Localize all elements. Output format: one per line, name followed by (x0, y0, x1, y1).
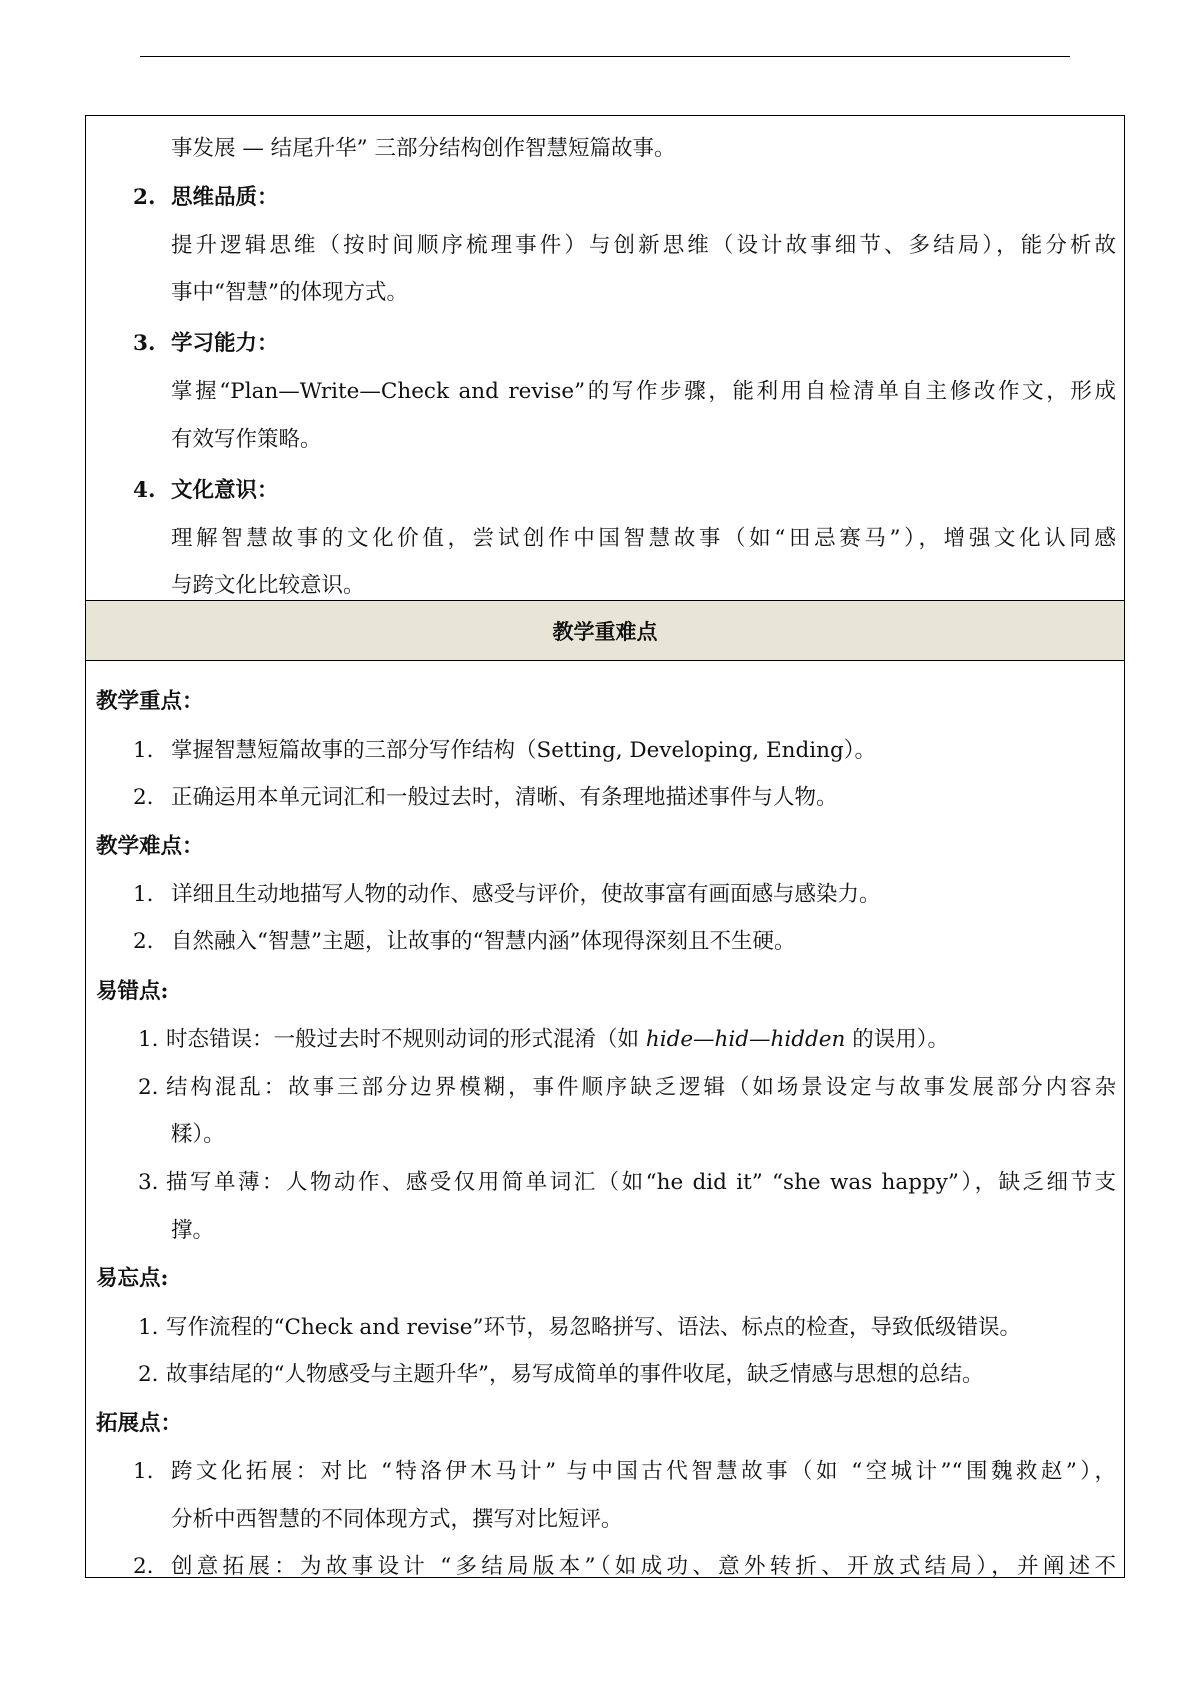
extension-number: 2. (133, 1554, 154, 1579)
error-prone-heading: 易错点: (96, 979, 169, 1004)
error-prone-number: 1. (138, 1027, 159, 1052)
easily-forgotten-heading: 易忘点: (96, 1266, 169, 1291)
error-prone-number: 2. (138, 1075, 159, 1100)
objectives-section (86, 116, 1124, 601)
objective-2-title: 思维品质： (171, 185, 279, 210)
objective-4-line: 与跨文化比较意识。 (171, 573, 365, 598)
difficult-point-number: 1. (133, 882, 154, 907)
objective-2-line: 事中“智慧”的体现方式。 (171, 280, 408, 305)
extension-text: 跨文化拓展：对比 “特洛伊木马计” 与中国古代智慧故事（如 “空城计”“围魏救赵”）， (171, 1459, 1116, 1484)
error-prone-text: 描写单薄：人物动作、感受仅用简单词汇（如“he did it” “she was happy”），缺乏细节支 (166, 1170, 1116, 1195)
error-prone-text: 撑。 (171, 1218, 215, 1243)
difficult-point-text: 自然融入“智慧”主题，让故事的“智慧内涵”体现得深刻且不生硬。 (171, 929, 796, 954)
section-header-key-difficult-points (86, 601, 1124, 661)
objective-2-number: 2. (133, 185, 156, 210)
key-point-number: 1. (133, 738, 154, 763)
extension-heading: 拓展点： (96, 1411, 183, 1436)
easily-forgotten-number: 1. (138, 1315, 159, 1340)
objective-4-line: 理解智慧故事的文化价值，尝试创作中国智慧故事（如“田忌赛马”），增强文化认同感 (171, 526, 1116, 551)
key-point-text: 掌握智慧短篇故事的三部分写作结构（Setting, Developing, Ending）。 (171, 738, 876, 763)
header-rule (140, 56, 1070, 57)
error-prone-number: 3. (138, 1170, 159, 1195)
objective-2-line: 提升逻辑思维（按时间顺序梳理事件）与创新思维（设计故事细节、多结局），能分析故 (171, 233, 1116, 258)
objective-3-line: 掌握“Plan—Write—Check and revise”的写作步骤，能利用自检清单自主修改作文，形成 (171, 379, 1116, 404)
lesson-plan-table (85, 115, 1125, 1578)
key-points-heading: 教学重点： (96, 689, 204, 714)
extension-number: 1. (133, 1459, 154, 1484)
easily-forgotten-text: 写作流程的“Check and revise”环节，易忽略拼写、语法、标点的检查，导致低级错误。 (166, 1315, 1021, 1340)
objective-4-title: 文化意识： (171, 478, 279, 503)
difficult-point-text: 详细且生动地描写人物的动作、感受与评价，使故事富有画面感与感染力。 (171, 882, 881, 907)
section-header-title: 教学重难点 (552, 618, 658, 644)
objective-3-number: 3. (133, 331, 156, 356)
objective-3-line: 有效写作策略。 (171, 427, 322, 452)
difficult-points-heading: 教学难点： (96, 834, 204, 859)
objective-4-number: 4. (133, 478, 156, 503)
error-prone-text: 糅）。 (171, 1122, 225, 1147)
key-point-number: 2. (133, 785, 154, 810)
easily-forgotten-number: 2. (138, 1362, 159, 1387)
key-point-text: 正确运用本单元词汇和一般过去时，清晰、有条理地描述事件与人物。 (171, 785, 838, 810)
extension-text: 创意拓展：为故事设计 “多结局版本”（如成功、意外转折、开放式结局），并阐述不 (171, 1554, 1116, 1579)
error-prone-text: 时态错误：一般过去时不规则动词的形式混淆（如 hide—hid—hidden 的误用）。 (166, 1027, 949, 1052)
error-prone-text: 结构混乱：故事三部分边界模糊，事件顺序缺乏逻辑（如场景设定与故事发展部分内容杂 (166, 1075, 1116, 1100)
objective-1-continuation: 事发展 — 结尾升华” 三部分结构创作智慧短篇故事。 (171, 136, 676, 161)
difficult-point-number: 2. (133, 929, 154, 954)
extension-text: 分析中西智慧的不同体现方式，撰写对比短评。 (171, 1507, 623, 1532)
easily-forgotten-text: 故事结尾的“人物感受与主题升华”，易写成简单的事件收尾，缺乏情感与思想的总结。 (166, 1362, 984, 1387)
objective-3-title: 学习能力： (171, 331, 279, 356)
